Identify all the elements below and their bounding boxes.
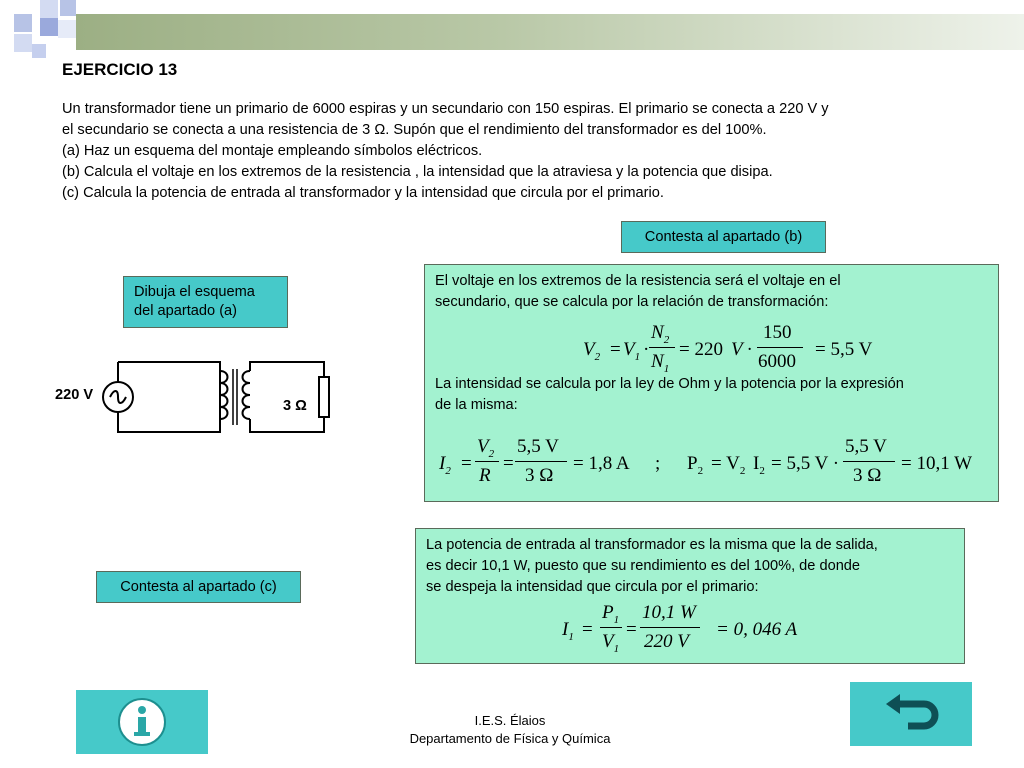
answer-line: El voltaje en los extremos de la resistencia será el voltaje en el (435, 273, 841, 289)
school-name: I.E.S. Élaios (474, 713, 546, 728)
eq-term: $V_1$ (623, 339, 641, 363)
eq-result: = 10,1 W (901, 453, 973, 474)
decor-square (58, 20, 76, 38)
decor-square (40, 0, 58, 18)
part-b-label: Contesta al apartado (b) (621, 221, 826, 253)
resistance-label: 3 Ω (283, 398, 307, 414)
eq-numerator: $P_1$ (602, 602, 620, 626)
eq-denominator: 3 Ω (853, 465, 882, 486)
answer-c-box (415, 528, 965, 664)
eq-denominator: 3 Ω (525, 465, 554, 486)
answer-line: La intensidad se calcula por la ley de Ohm y la potencia por la expresión (435, 376, 904, 392)
eq-numerator: 150 (763, 322, 792, 343)
equation-voltage (425, 319, 998, 379)
answer-b-text (435, 374, 990, 416)
eq-term: = $V_2$ (711, 453, 746, 477)
answer-b-text (435, 271, 990, 313)
answer-b-box (424, 264, 999, 502)
part-a-label-line: del apartado (a) (134, 303, 238, 319)
eq-result: = 1,8 A (573, 453, 630, 474)
eq-numerator: $V_2$ (477, 436, 495, 460)
info-button[interactable] (76, 690, 208, 754)
eq-sign: = (610, 339, 621, 360)
equation-primary-current (416, 601, 964, 661)
part-a-label (123, 276, 288, 328)
eq-result: = 0, 046 A (716, 619, 798, 640)
eq-numerator: $N_2$ (651, 322, 670, 346)
header-bar (76, 14, 1024, 50)
equation-current-power (425, 433, 998, 493)
eq-sign: = (461, 453, 472, 474)
eq-term: $I_2$ (439, 453, 451, 477)
eq-term: $I_1$ (562, 619, 574, 643)
answer-line: es decir 10,1 W, puesto que su rendimiento es del 100%, de donde (426, 558, 861, 574)
back-button[interactable] (850, 682, 972, 746)
eq-sign: = (582, 619, 593, 640)
eq-term: $P_2$ (687, 453, 704, 477)
eq-denominator: 6000 (758, 351, 796, 372)
eq-term: $V_2$ (583, 339, 601, 363)
eq-sign: = (503, 453, 514, 474)
eq-separator: ; (655, 453, 661, 474)
back-arrow-icon (850, 682, 972, 746)
eq-numerator: 5,5 V (845, 436, 887, 457)
footer (380, 712, 640, 748)
eq-numerator: 10,1 W (642, 602, 696, 623)
statement-line: (a) Haz un esquema del montaje empleando símbolos eléctricos. (62, 143, 483, 159)
answer-line: se despeja la intensidad que circula por el primario: (426, 579, 759, 595)
decor-square (14, 34, 32, 52)
eq-sign: = (626, 619, 637, 640)
eq-denominator: $N_1$ (651, 351, 670, 375)
eq-denominator: R (479, 465, 491, 486)
exercise-title: EJERCICIO 13 (62, 60, 178, 79)
answer-line: secundario, que se calcula por la relación de transformación: (435, 294, 829, 310)
part-c-label: Contesta al apartado (c) (96, 571, 301, 603)
eq-result: = 5,5 V (815, 339, 873, 360)
decor-square (14, 14, 32, 32)
eq-numerator: 5,5 V (517, 436, 559, 457)
statement-line: (b) Calcula el voltaje en los extremos de la resistencia , la intensidad que la atraviesa y la potencia que disipa. (62, 164, 773, 180)
eq-denominator: 220 V (644, 631, 689, 652)
decor-square (40, 18, 58, 36)
eq-term: = 220 (679, 339, 723, 360)
answer-line: de la misma: (435, 397, 518, 413)
eq-term: $I_2$ (753, 453, 765, 477)
info-icon (76, 690, 208, 754)
statement-line: (c) Calcula la potencia de entrada al transformador y la intensidad que circula por el primario. (62, 185, 664, 201)
part-a-label-line: Dibuja el esquema (134, 284, 255, 300)
decor-square (60, 0, 76, 16)
department-name: Departamento de Física y Química (409, 731, 611, 746)
eq-dot: · (643, 339, 650, 360)
voltage-label: 220 V (55, 387, 94, 403)
answer-line: La potencia de entrada al transformador es la misma que la de salida, (426, 537, 878, 553)
answer-c-text (426, 535, 956, 598)
statement-line: el secundario se conecta a una resistencia de 3 Ω. Supón que el rendimiento del transformador es del 100%. (62, 122, 767, 138)
exercise-statement (62, 99, 972, 204)
decor-square (32, 44, 46, 58)
eq-unit: V · (731, 339, 752, 360)
statement-line: Un transformador tiene un primario de 6000 espiras y un secundario con 150 espiras. El primario se conecta a 220 V y (62, 101, 829, 117)
eq-term: = 5,5 V · (771, 453, 840, 474)
eq-denominator: $V_1$ (602, 631, 620, 655)
